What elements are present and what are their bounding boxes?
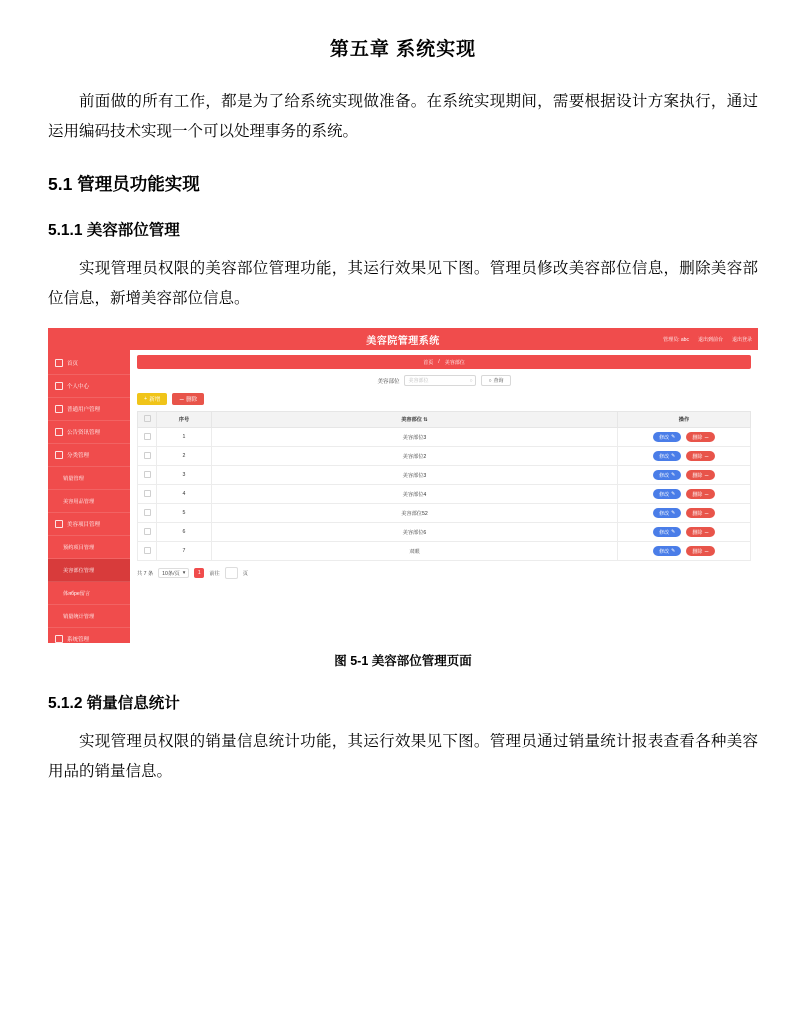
column-index: 序号 — [157, 412, 212, 428]
table-body — [138, 428, 751, 561]
row-checkbox[interactable] — [144, 433, 151, 440]
column-part-label: 美容部位 — [401, 417, 422, 423]
add-button-label: 新增 — [149, 397, 161, 403]
sidebar-item-home[interactable] — [48, 352, 130, 375]
row-part: 美容部位52 — [212, 504, 618, 523]
trash-icon: ⚊ — [179, 396, 185, 402]
sidebar-item-sales-statistics[interactable] — [48, 605, 130, 628]
search-input[interactable] — [404, 375, 476, 386]
edit-button-label: 修改 — [659, 472, 670, 479]
row-operations — [618, 504, 751, 523]
figure-5-1 — [48, 328, 758, 669]
sidebar-item-system-management[interactable] — [48, 628, 130, 651]
row-checkbox[interactable] — [144, 490, 151, 497]
row-index: 7 — [157, 542, 212, 561]
toolbar — [137, 393, 751, 405]
sidebar-item-label: 销量管理 — [63, 475, 84, 482]
sidebar-item-label: 体ябре留言 — [63, 590, 91, 597]
sidebar-item-label: 销量统计管理 — [63, 613, 95, 620]
header-logout-button[interactable]: 退出登录 — [731, 336, 752, 343]
search-input-placeholder: 美容部位 — [408, 378, 429, 384]
page-unit: 页 — [242, 570, 248, 577]
table-header-row — [138, 412, 751, 428]
column-part — [212, 412, 618, 428]
row-checkbox[interactable] — [144, 509, 151, 516]
edit-button-label: 修改 — [659, 510, 670, 517]
users-icon — [55, 405, 63, 413]
row-index: 1 — [157, 428, 212, 447]
page-number-1[interactable]: 1 — [194, 568, 204, 578]
sidebar-item-beauty-part-management[interactable] — [48, 559, 130, 582]
sidebar-item-label: 分类管理 — [67, 453, 90, 459]
row-part: 美容部位3 — [212, 428, 618, 447]
sidebar-item-news-management[interactable] — [48, 421, 130, 444]
row-operations — [618, 542, 751, 561]
row-part: 美容部位2 — [212, 447, 618, 466]
pagination — [137, 567, 751, 579]
goto-label: 前往 — [209, 570, 220, 577]
pencil-icon: ✎ — [671, 453, 676, 459]
edit-button-label: 修改 — [659, 453, 670, 460]
sidebar-item-label: 公告资讯管理 — [67, 430, 101, 436]
table-row[interactable] — [138, 466, 751, 485]
sidebar-item-label: 美容部位管理 — [63, 567, 95, 574]
sidebar-item-project-management[interactable] — [48, 513, 130, 536]
search-button-label: 查询 — [493, 378, 504, 384]
paragraph-5-1-2: 实现管理员权限的销量信息统计功能，其运行效果见下图。管理员通过销量统计报表查看各种美容用品的销量信息。 — [48, 733, 758, 780]
table-row[interactable] — [138, 523, 751, 542]
row-index: 5 — [157, 504, 212, 523]
sidebar-item-personal-center[interactable] — [48, 375, 130, 398]
sidebar-item-label: 预约项目管理 — [63, 544, 95, 551]
trash-icon: ⚊ — [704, 548, 709, 554]
header-exit-front-button[interactable]: 退出到前台 — [697, 336, 723, 343]
goto-input[interactable] — [225, 567, 238, 579]
magnifier-icon: ○ — [469, 377, 473, 384]
pencil-icon: ✎ — [671, 548, 676, 554]
delete-row-label: 删除 — [692, 510, 703, 517]
select-all-checkbox[interactable] — [144, 415, 151, 422]
row-checkbox[interactable] — [144, 547, 151, 554]
sidebar-item-goods-management[interactable] — [48, 490, 130, 513]
row-part: 美容部位3 — [212, 466, 618, 485]
row-part: 美容部位4 — [212, 485, 618, 504]
row-checkbox[interactable] — [144, 471, 151, 478]
order-icon — [55, 658, 63, 666]
paragraph-5-1-1: 实现管理员权限的美容部位管理功能，其运行效果见下图。管理员修改美容部位信息，删除美容部位信息，新增美容部位信息。 — [48, 260, 758, 307]
sidebar — [48, 350, 130, 666]
magnifier-icon: ○ — [488, 377, 492, 384]
table-row[interactable] — [138, 485, 751, 504]
edit-button-label: 修改 — [659, 548, 670, 555]
delete-row-button[interactable] — [686, 451, 715, 461]
app-header — [48, 328, 758, 350]
sidebar-item-label: 系统管理 — [67, 637, 90, 643]
sidebar-item-label: 订单管理 — [67, 660, 90, 666]
edit-button-label: 修改 — [659, 434, 670, 441]
delete-row-label: 删除 — [692, 491, 703, 498]
edit-button[interactable] — [653, 432, 681, 442]
row-index: 3 — [157, 466, 212, 485]
chapter-title: 第五章 系统实现 — [329, 39, 477, 60]
sidebar-item-category-management[interactable] — [48, 444, 130, 467]
edit-button[interactable] — [653, 451, 681, 461]
user-icon — [55, 382, 63, 390]
row-operations — [618, 447, 751, 466]
row-checkbox-cell[interactable] — [138, 428, 157, 447]
row-operations — [618, 428, 751, 447]
row-operations — [618, 485, 751, 504]
edit-button[interactable] — [653, 470, 681, 480]
select-all-header[interactable] — [138, 412, 157, 428]
table-row[interactable] — [138, 542, 751, 561]
add-button[interactable] — [137, 393, 167, 405]
edit-button-label: 修改 — [659, 529, 670, 536]
column-operations: 操作 — [618, 412, 751, 428]
row-checkbox-cell[interactable] — [138, 542, 157, 561]
trash-icon: ⚊ — [704, 472, 709, 478]
sidebar-item-user-management[interactable] — [48, 398, 130, 421]
row-checkbox-cell[interactable] — [138, 523, 157, 542]
project-icon — [55, 520, 63, 528]
row-checkbox-cell[interactable] — [138, 447, 157, 466]
delete-row-button[interactable] — [686, 470, 715, 480]
plus-icon: + — [144, 396, 148, 402]
trash-icon: ⚊ — [704, 529, 709, 535]
row-checkbox-cell[interactable] — [138, 466, 157, 485]
row-part: 美容部位6 — [212, 523, 618, 542]
main-content — [130, 350, 758, 643]
system-icon — [55, 635, 63, 643]
row-index: 2 — [157, 447, 212, 466]
category-icon — [55, 451, 63, 459]
chevron-down-icon: ▾ — [182, 570, 186, 576]
intro-paragraph: 前面做的所有工作，都是为了给系统实现做准备。在系统实现期间，需要根据设计方案执行，通过运用编码技术实现一个可以处理事务的系统。 — [48, 93, 758, 140]
sidebar-item-label: 美容项目管理 — [67, 522, 101, 528]
total-count: 共 7 条 — [137, 570, 154, 577]
delete-row-label: 删除 — [692, 434, 703, 441]
search-label: 美容部位 — [377, 378, 400, 385]
delete-row-label: 删除 — [692, 472, 703, 479]
data-table — [137, 411, 751, 561]
header-right-group — [663, 328, 752, 350]
search-button[interactable] — [481, 375, 510, 386]
home-icon — [55, 359, 63, 367]
edit-button[interactable] — [653, 489, 681, 499]
trash-icon: ⚊ — [704, 491, 709, 497]
row-checkbox[interactable] — [144, 528, 151, 535]
edit-button[interactable] — [653, 508, 681, 518]
row-part: 双眼 — [212, 542, 618, 561]
edit-button[interactable] — [653, 546, 681, 556]
pencil-icon: ✎ — [671, 491, 676, 497]
row-checkbox[interactable] — [144, 452, 151, 459]
trash-icon: ⚊ — [704, 453, 709, 459]
sort-icon[interactable]: ⇅ — [423, 417, 428, 423]
row-operations — [618, 466, 751, 485]
sidebar-item-order-management[interactable] — [48, 651, 130, 674]
breadcrumb-home[interactable]: 首页 — [423, 359, 434, 366]
page-size-label: 10条/页 — [162, 570, 180, 577]
row-index: 6 — [157, 523, 212, 542]
delete-row-label: 删除 — [692, 453, 703, 460]
edit-button[interactable] — [653, 527, 681, 537]
section-heading-5-1-2: 5.1.2 销量信息统计 — [48, 695, 180, 712]
sidebar-item-message-board[interactable] — [48, 582, 130, 605]
sidebar-item-label: 首页 — [67, 361, 79, 367]
news-icon — [55, 428, 63, 436]
batch-delete-button[interactable] — [172, 393, 204, 405]
section-heading-5-1-1: 5.1.1 美容部位管理 — [48, 222, 180, 239]
trash-icon: ⚊ — [704, 510, 709, 516]
search-bar — [137, 375, 751, 386]
row-operations — [618, 523, 751, 542]
app-title: 美容院管理系统 — [366, 335, 440, 347]
breadcrumb-current: 美容部位 — [444, 359, 465, 366]
pencil-icon: ✎ — [671, 510, 676, 516]
page-size-select[interactable] — [158, 568, 189, 578]
pencil-icon: ✎ — [671, 472, 676, 478]
trash-icon: ⚊ — [704, 434, 709, 440]
row-index: 4 — [157, 485, 212, 504]
edit-button-label: 修改 — [659, 491, 670, 498]
delete-row-button[interactable] — [686, 527, 715, 537]
breadcrumb-separator: / — [438, 359, 440, 365]
delete-row-button[interactable] — [686, 432, 715, 442]
breadcrumb — [137, 355, 751, 369]
header-admin-label: 管理员: abc — [663, 336, 689, 343]
sidebar-item-label: 个人中心 — [67, 384, 90, 390]
table-row[interactable] — [138, 447, 751, 466]
delete-button-label: 删除 — [186, 397, 198, 403]
delete-row-label: 删除 — [692, 529, 703, 536]
delete-row-label: 删除 — [692, 548, 703, 555]
row-checkbox-cell[interactable] — [138, 504, 157, 523]
sidebar-item-sales-management[interactable] — [48, 467, 130, 490]
sidebar-item-label: 美容用品管理 — [63, 498, 95, 505]
pencil-icon: ✎ — [671, 434, 676, 440]
delete-row-button[interactable] — [686, 508, 715, 518]
sidebar-item-booking-management[interactable] — [48, 536, 130, 559]
delete-row-button[interactable] — [686, 546, 715, 556]
sidebar-item-label: 普通用户管理 — [67, 407, 101, 413]
section-heading-5-1: 5.1 管理员功能实现 — [48, 174, 200, 194]
delete-row-button[interactable] — [686, 489, 715, 499]
figure-caption: 图 5-1 美容部位管理页面 — [334, 654, 472, 668]
table-row[interactable] — [138, 428, 751, 447]
table-row[interactable] — [138, 504, 751, 523]
row-checkbox-cell[interactable] — [138, 485, 157, 504]
pencil-icon: ✎ — [671, 529, 676, 535]
